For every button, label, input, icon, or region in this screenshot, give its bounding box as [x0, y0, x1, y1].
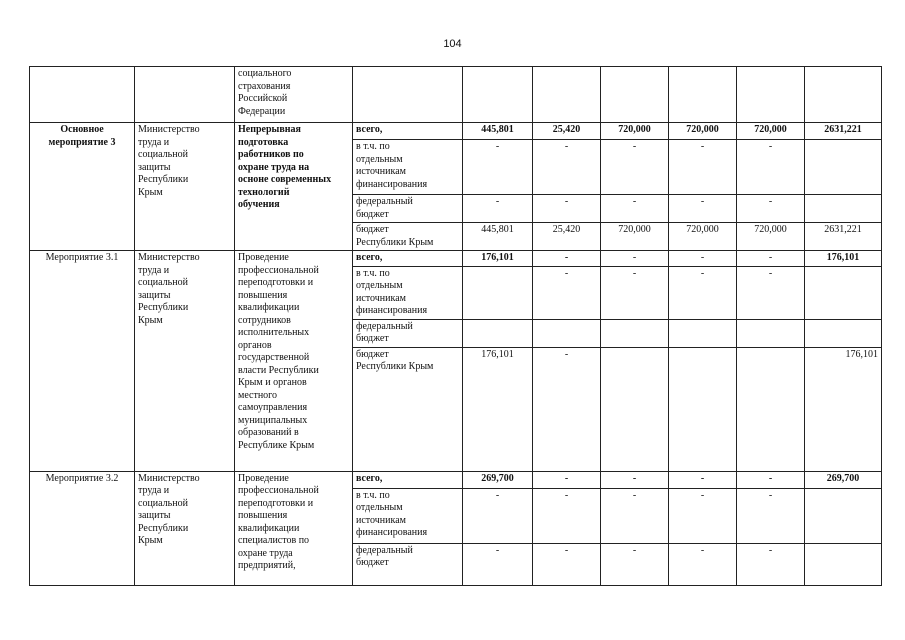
value-cell: -	[533, 251, 601, 267]
budget-table	[29, 66, 882, 586]
source-cell	[353, 543, 463, 585]
value-cell	[601, 67, 669, 123]
value-cell: -	[669, 195, 737, 223]
value-cell: -	[533, 488, 601, 543]
value-cell	[463, 319, 533, 347]
source-cell	[353, 223, 463, 251]
value-cell: -	[601, 251, 669, 267]
description-text: Проведение профессиональной переподготовки и повышения квалификации специалистов по охране труда предприятий,	[238, 472, 319, 571]
table-row	[30, 123, 882, 140]
funding-source: федеральный бюджет	[356, 544, 413, 568]
value-cell	[463, 266, 533, 319]
value-cell: 269,700	[805, 471, 882, 488]
value-cell	[601, 319, 669, 347]
value-cell: 176,101	[463, 251, 533, 267]
source-cell	[353, 347, 463, 471]
funding-source: федеральный бюджет	[356, 320, 413, 344]
value-cell: -	[533, 471, 601, 488]
funding-source: в т.ч. по отдельным источникам финансирования	[356, 489, 428, 538]
value-cell: -	[463, 195, 533, 223]
value-cell	[805, 195, 882, 223]
value-cell: -	[669, 266, 737, 319]
source-cell	[353, 195, 463, 223]
value-cell: 720,000	[669, 223, 737, 251]
funding-source: бюджет Республики Крым	[356, 224, 434, 248]
value-cell	[805, 488, 882, 543]
value-cell: 176,101	[463, 347, 533, 471]
description-text: социального страхования Российской Федерации	[238, 68, 292, 117]
value-cell: -	[737, 488, 805, 543]
source-cell	[353, 67, 463, 123]
funding-source: бюджет Республики Крым	[356, 348, 434, 372]
source-cell	[353, 488, 463, 543]
event-name: Мероприятие 3.2	[45, 472, 119, 484]
value-cell: 2631,221	[805, 123, 882, 140]
value-cell: -	[463, 140, 533, 195]
value-cell	[669, 319, 737, 347]
value-cell: 445,801	[463, 223, 533, 251]
value-cell	[533, 67, 601, 123]
value-cell: -	[601, 195, 669, 223]
executor-cell	[135, 67, 235, 123]
source-cell	[353, 266, 463, 319]
value-cell	[463, 67, 533, 123]
executor-cell	[135, 123, 235, 251]
funding-source: всего,	[356, 472, 383, 484]
executor-name: Министерство труда и социальной защиты Республики Крым	[138, 472, 200, 546]
value-cell: 720,000	[601, 223, 669, 251]
value-cell: -	[533, 195, 601, 223]
value-cell: -	[737, 543, 805, 585]
value-cell	[533, 319, 601, 347]
value-cell	[805, 140, 882, 195]
value-cell: 720,000	[737, 223, 805, 251]
source-cell	[353, 319, 463, 347]
value-cell: -	[669, 471, 737, 488]
event-name: Основное мероприятие 3	[48, 124, 116, 148]
event-name-cell	[30, 123, 135, 251]
event-name: Мероприятие 3.1	[45, 252, 119, 263]
value-cell: -	[533, 140, 601, 195]
value-cell: -	[737, 471, 805, 488]
description-cell	[235, 67, 353, 123]
value-cell: -	[669, 488, 737, 543]
value-cell	[805, 67, 882, 123]
value-cell: -	[463, 488, 533, 543]
value-cell	[669, 347, 737, 471]
executor-name: Министерство труда и социальной защиты Республики Крым	[138, 252, 200, 326]
value-cell: 176,101	[805, 251, 882, 267]
description-text: Непрерывная подготовка работников по охране труда на осноне современных технологий обучения	[238, 124, 332, 210]
value-cell: -	[737, 266, 805, 319]
executor-cell	[135, 251, 235, 472]
event-name-cell	[30, 67, 135, 123]
page-number: 104	[443, 38, 462, 50]
value-cell: 25,420	[533, 223, 601, 251]
value-cell	[805, 319, 882, 347]
table-row	[30, 251, 882, 267]
source-cell	[353, 123, 463, 140]
description-text: Проведение профессиональной переподготовки и повышения квалификации сотрудников исполнительных органов государственной власти Республики Крым и органов местного самоуправления муниципальных образований в Республике Крым	[238, 252, 319, 451]
value-cell	[669, 67, 737, 123]
value-cell: -	[669, 543, 737, 585]
value-cell	[737, 319, 805, 347]
event-name-cell	[30, 251, 135, 472]
value-cell: -	[669, 140, 737, 195]
value-cell: -	[533, 266, 601, 319]
funding-source: в т.ч. по отдельным источникам финансирования	[356, 267, 428, 316]
source-cell	[353, 251, 463, 267]
executor-name: Министерство труда и социальной защиты Республики Крым	[138, 124, 200, 198]
value-cell: 176,101	[805, 347, 882, 471]
value-cell: -	[601, 488, 669, 543]
value-cell: 720,000	[669, 123, 737, 140]
value-cell: 720,000	[601, 123, 669, 140]
value-cell	[601, 347, 669, 471]
source-cell	[353, 140, 463, 195]
event-name-cell	[30, 471, 135, 585]
value-cell: 720,000	[737, 123, 805, 140]
value-cell	[737, 347, 805, 471]
value-cell	[737, 67, 805, 123]
value-cell: 269,700	[463, 471, 533, 488]
value-cell: -	[737, 195, 805, 223]
value-cell: -	[463, 543, 533, 585]
value-cell: 25,420	[533, 123, 601, 140]
funding-source: всего,	[356, 124, 383, 135]
value-cell	[805, 543, 882, 585]
description-cell	[235, 251, 353, 472]
source-cell	[353, 471, 463, 488]
value-cell: -	[737, 140, 805, 195]
value-cell: -	[601, 471, 669, 488]
description-cell	[235, 471, 353, 585]
value-cell	[805, 266, 882, 319]
table-row	[30, 471, 882, 488]
value-cell: -	[601, 543, 669, 585]
funding-source: всего,	[356, 252, 383, 263]
funding-source: федеральный бюджет	[356, 196, 413, 220]
value-cell: -	[601, 266, 669, 319]
value-cell: -	[533, 543, 601, 585]
description-cell	[235, 123, 353, 251]
value-cell: -	[601, 140, 669, 195]
value-cell: 445,801	[463, 123, 533, 140]
executor-cell	[135, 471, 235, 585]
value-cell: -	[533, 347, 601, 471]
value-cell: -	[669, 251, 737, 267]
value-cell: -	[737, 251, 805, 267]
funding-source: в т.ч. по отдельным источникам финансирования	[356, 141, 428, 190]
table-row	[30, 67, 882, 123]
value-cell: 2631,221	[805, 223, 882, 251]
